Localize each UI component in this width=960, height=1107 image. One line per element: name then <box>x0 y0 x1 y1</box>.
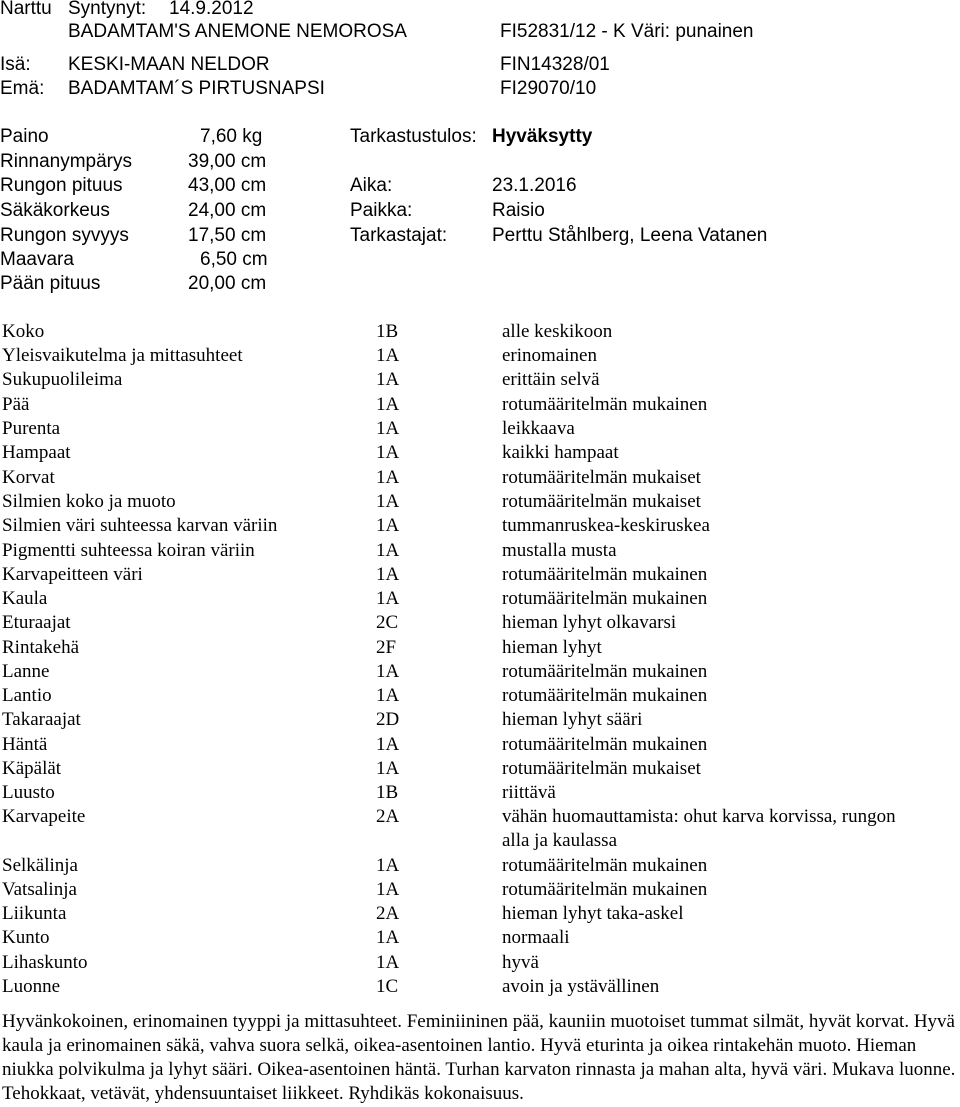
trait-description: hyvä <box>502 952 539 973</box>
trait-description: alle keskikoon <box>502 321 613 342</box>
dog-name: BADAMTAM'S ANEMONE NEMOROSA <box>68 21 407 42</box>
trait-label: Kunto <box>2 927 50 948</box>
place-value: Raisio <box>492 200 545 221</box>
trait-description-continued: alla ja kaulassa <box>502 830 618 851</box>
trait-label: Lantio <box>2 685 52 706</box>
inspectors-value: Perttu Ståhlberg, Leena Vatanen <box>492 225 768 246</box>
trait-grade: 1A <box>376 758 400 779</box>
dam-name: BADAMTAM´S PIRTUSNAPSI <box>68 78 325 99</box>
trait-description: rotumääritelmän mukaiset <box>502 491 701 512</box>
trait-grade: 1A <box>376 540 400 561</box>
measure-label: Säkäkorkeus <box>0 200 110 221</box>
trait-label: Karvapeitteen väri <box>2 564 143 585</box>
trait-grade: 1A <box>376 345 400 366</box>
trait-label: Luonne <box>2 976 61 997</box>
trait-grade: 1A <box>376 564 400 585</box>
measure-value: 24,00 cm <box>188 200 267 221</box>
trait-grade: 1A <box>376 685 400 706</box>
place-label: Paikka: <box>350 200 413 221</box>
dam-registration: FI29070/10 <box>500 78 597 99</box>
gender: Narttu <box>0 0 52 19</box>
measure-value: 17,50 cm <box>188 225 267 246</box>
trait-grade: 1B <box>376 782 399 803</box>
trait-grade: 1A <box>376 515 400 536</box>
trait-grade: 2F <box>376 637 397 658</box>
time-value: 23.1.2016 <box>492 175 577 196</box>
trait-description: hieman lyhyt sääri <box>502 709 643 730</box>
born-date: 14.9.2012 <box>169 0 254 19</box>
trait-description: rotumääritelmän mukaiset <box>502 758 701 779</box>
trait-label: Käpälät <box>2 758 62 779</box>
trait-description: erittäin selvä <box>502 369 600 390</box>
trait-description: rotumääritelmän mukainen <box>502 394 708 415</box>
trait-label: Eturaajat <box>2 612 71 633</box>
trait-label: Lanne <box>2 661 50 682</box>
sire-label: Isä: <box>0 54 31 75</box>
trait-grade: 1A <box>376 369 400 390</box>
trait-grade: 1B <box>376 321 399 342</box>
trait-grade: 1A <box>376 734 400 755</box>
result-value: Hyväksytty <box>492 126 593 147</box>
inspectors-label: Tarkastajat: <box>350 225 448 246</box>
trait-description: erinomainen <box>502 345 597 366</box>
trait-grade: 2A <box>376 903 400 924</box>
result-label: Tarkastustulos: <box>350 126 477 147</box>
measure-label: Rungon pituus <box>0 175 123 196</box>
trait-grade: 1A <box>376 394 400 415</box>
trait-label: Liikunta <box>2 903 67 924</box>
trait-label: Takaraajat <box>2 709 81 730</box>
trait-description: avoin ja ystävällinen <box>502 976 660 997</box>
trait-description: riittävä <box>502 782 556 803</box>
trait-grade: 2D <box>376 709 400 730</box>
trait-grade: 1C <box>376 976 399 997</box>
trait-label: Pigmentti suhteessa koiran väriin <box>2 540 255 561</box>
trait-label: Selkälinja <box>2 855 78 876</box>
trait-description: rotumääritelmän mukainen <box>502 588 708 609</box>
trait-description: normaali <box>502 927 570 948</box>
trait-label: Karvapeite <box>2 806 86 827</box>
trait-label: Kaula <box>2 588 48 609</box>
trait-description: hieman lyhyt <box>502 637 602 658</box>
measure-label: Paino <box>0 126 49 147</box>
measure-label: Maavara <box>0 249 74 270</box>
trait-description: rotumääritelmän mukainen <box>502 685 708 706</box>
trait-label: Lihaskunto <box>2 952 88 973</box>
measure-label: Rinnanympärys <box>0 151 132 172</box>
trait-description: vähän huomauttamista: ohut karva korvissa, rungon <box>502 806 896 827</box>
trait-grade: 1A <box>376 418 400 439</box>
dam-label: Emä: <box>0 78 45 99</box>
measure-value: 20,00 cm <box>188 273 267 294</box>
measure-value: 39,00 cm <box>188 151 267 172</box>
trait-label: Pää <box>2 394 30 415</box>
trait-description: hieman lyhyt taka-askel <box>502 903 684 924</box>
trait-label: Hampaat <box>2 442 71 463</box>
trait-description: mustalla musta <box>502 540 617 561</box>
sire-name: KESKI-MAAN NELDOR <box>68 54 270 75</box>
trait-label: Sukupuolileima <box>2 369 123 390</box>
trait-label: Rintakehä <box>2 637 80 658</box>
trait-label: Vatsalinja <box>2 879 77 900</box>
trait-grade: 1A <box>376 952 400 973</box>
measure-label: Rungon syvyys <box>0 225 129 246</box>
trait-grade: 2A <box>376 806 400 827</box>
trait-grade: 1A <box>376 855 400 876</box>
trait-grade: 1A <box>376 879 400 900</box>
trait-description: rotumääritelmän mukainen <box>502 564 708 585</box>
trait-label: Purenta <box>2 418 61 439</box>
trait-description: kaikki hampaat <box>502 442 619 463</box>
trait-grade: 1A <box>376 467 400 488</box>
trait-label: Koko <box>2 321 45 342</box>
trait-label: Silmien väri suhteessa karvan väriin <box>2 515 278 536</box>
trait-grade: 1A <box>376 661 400 682</box>
measure-value: 7,60 kg <box>200 126 263 147</box>
measure-label: Pään pituus <box>0 273 101 294</box>
trait-label: Silmien koko ja muoto <box>2 491 176 512</box>
trait-label: Häntä <box>2 734 48 755</box>
sire-registration: FIN14328/01 <box>500 54 610 75</box>
measure-value: 6,50 cm <box>200 249 268 270</box>
time-label: Aika: <box>350 175 393 196</box>
trait-label: Luusto <box>2 782 55 803</box>
trait-grade: 1A <box>376 927 400 948</box>
trait-description: rotumääritelmän mukainen <box>502 855 708 876</box>
born-label: Syntynyt: <box>68 0 147 19</box>
trait-grade: 2C <box>376 612 399 633</box>
measure-value: 43,00 cm <box>188 175 267 196</box>
trait-grade: 1A <box>376 588 400 609</box>
trait-description: rotumääritelmän mukainen <box>502 734 708 755</box>
summary-text: Hyvänkokoinen, erinomainen tyyppi ja mittasuhteet. Feminiininen pää, kauniin muotoiset tummat silmät, hyvät korvat. Hyvä kaula ja erinomainen säkä, vahva suora selkä, oikea-asentoinen lantio. Hyvä eturinta ja oikea rintakehän muoto. Hieman niukka polvikulma ja lyhyt sääri. Oikea-asentoinen häntä. Turhan karvaton rinnasta ja mahan alta, hyvä väri. Mukava luonne. Tehokkaat, vetävät, yhdensuuntaiset liikkeet. Ryhdikäs kokonaisuus. <box>2 1011 956 1104</box>
trait-description: hieman lyhyt olkavarsi <box>502 612 677 633</box>
trait-description: rotumääritelmän mukainen <box>502 879 708 900</box>
trait-description: tummanruskea-keskiruskea <box>502 515 710 536</box>
trait-label: Yleisvaikutelma ja mittasuhteet <box>2 345 243 366</box>
trait-label: Korvat <box>2 467 55 488</box>
registration-color: FI52831/12 - K Väri: punainen <box>500 21 754 42</box>
trait-description: leikkaava <box>502 418 575 439</box>
trait-description: rotumääritelmän mukaiset <box>502 467 701 488</box>
trait-description: rotumääritelmän mukainen <box>502 661 708 682</box>
trait-grade: 1A <box>376 491 400 512</box>
trait-grade: 1A <box>376 442 400 463</box>
